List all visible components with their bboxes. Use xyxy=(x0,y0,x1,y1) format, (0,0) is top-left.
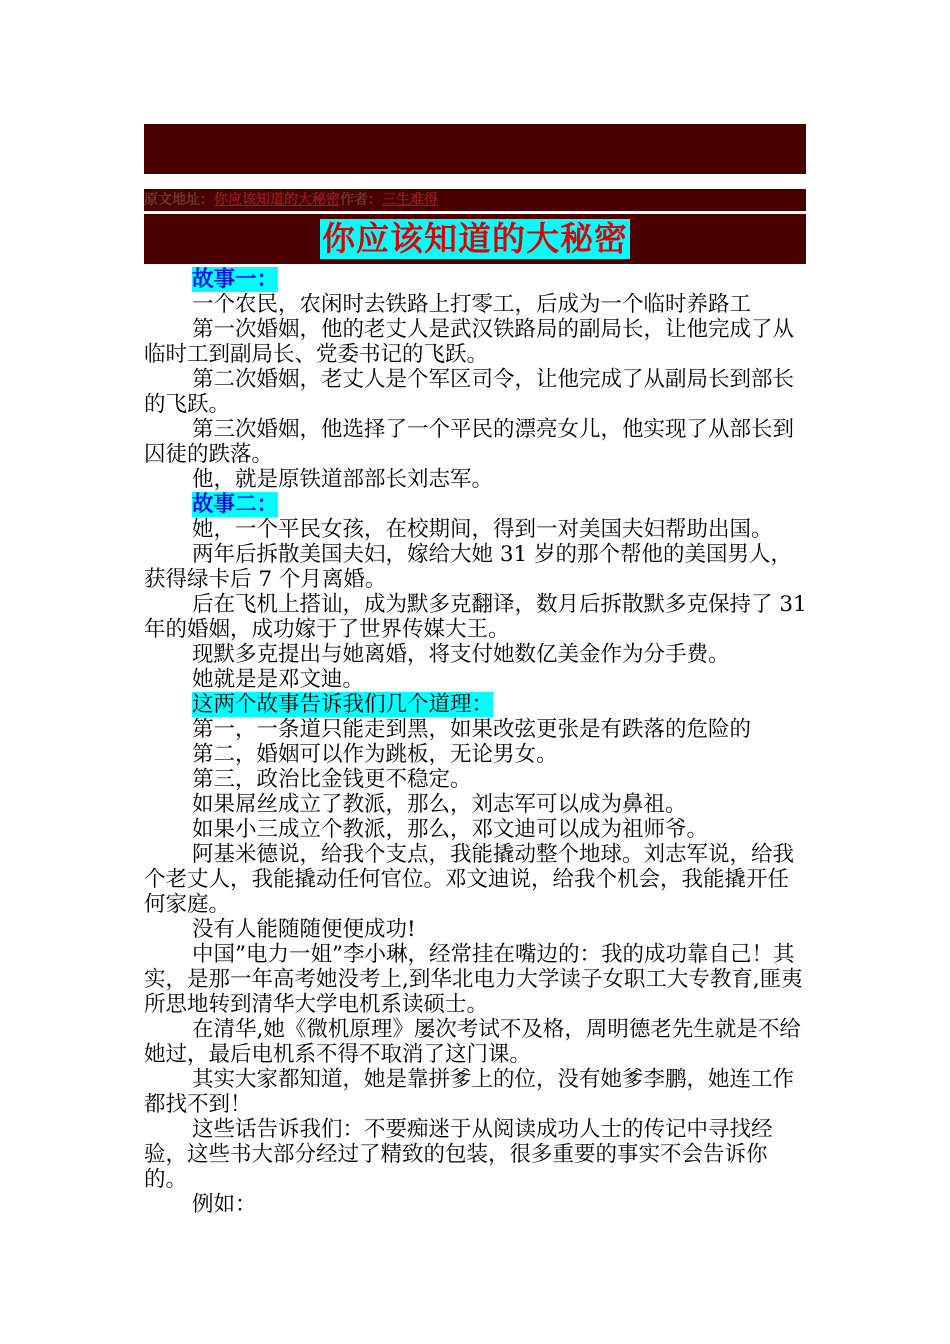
paragraph: 两年后拆散美国夫妇，嫁给大她 31 岁的那个帮他的美国男人，获得绿卡后 7 个月离婚。 xyxy=(144,542,793,592)
paragraph: 中国”电力一姐”李小琳，经常挂在嘴边的：我的成功靠自己！其实，是那一年高考她没考上,到华北电力大学读子女职工大专教育,匪夷所思地转到清华大学电机系读硕士。 xyxy=(144,942,803,1017)
paragraph: 第三次婚姻，他选择了一个平民的漂亮女儿，他实现了从部长到囚徒的跌落。 xyxy=(144,417,795,467)
paragraph: 一个农民，农闲时去铁路上打零工，后成为一个临时养路工 xyxy=(192,292,752,317)
paragraph: 她就是是邓文迪。 xyxy=(192,667,365,692)
paragraph: 她，一个平民女孩，在校期间，得到一对美国夫妇帮助出国。 xyxy=(192,517,773,542)
story2-heading-paragraph xyxy=(144,492,809,517)
story1-heading-paragraph xyxy=(144,267,809,292)
author-label: 作者： xyxy=(340,192,382,208)
paragraph: 例如： xyxy=(192,1192,257,1217)
paragraph: 如果屌丝成立了教派，那么，刘志军可以成为鼻祖。 xyxy=(192,792,687,817)
source-label: 原文地址： xyxy=(144,192,214,208)
paragraph: 第一次婚姻，他的老丈人是武汉铁路局的副局长，让他完成了从临时工到副局长、党委书记的飞跃。 xyxy=(144,317,795,367)
lesson-heading-paragraph xyxy=(144,692,809,717)
title-bar xyxy=(144,214,806,264)
paragraph: 其实大家都知道，她是靠拼爹上的位，没有她爹李鹏，她连工作都找不到！ xyxy=(144,1067,795,1117)
paragraph: 现默多克提出与她离婚，将支付她数亿美金作为分手费。 xyxy=(192,642,730,667)
source-bar xyxy=(144,189,806,211)
page-title: 你应该知道的大秘密 xyxy=(322,219,628,258)
paragraph: 第一，一条道只能走到黑，如果改弦更张是有跌落的危险的 xyxy=(192,717,752,742)
article-body xyxy=(144,267,809,1217)
paragraph: 这些话告诉我们：不要痴迷于从阅读成功人士的传记中寻找经验，这些书大部分经过了精致的包装，很多重要的事实不会告诉你的。 xyxy=(144,1117,773,1192)
paragraph: 后在飞机上搭讪，成为默多克翻译，数月后拆散默多克保持了 31 年的婚姻，成功嫁于了世界传媒大王。 xyxy=(144,592,807,642)
paragraph: 第三，政治比金钱更不稳定。 xyxy=(192,767,472,792)
lesson-heading: 这两个故事告诉我们几个道理： xyxy=(192,692,494,717)
story2-heading: 故事二： xyxy=(192,492,279,517)
paragraph: 第二，婚姻可以作为跳板，无论男女。 xyxy=(192,742,558,767)
paragraph: 第二次婚姻，老丈人是个军区司令，让他完成了从副局长到部长的飞跃。 xyxy=(144,367,795,417)
paragraph: 在清华,她《微机原理》屡次考试不及格，周明德老先生就是不给她过，最后电机系不得不取消了这门课。 xyxy=(144,1017,801,1067)
paragraph: 他，就是原铁道部部长刘志军。 xyxy=(192,467,494,492)
paragraph: 没有人能随随便便成功! xyxy=(192,917,416,942)
author-link[interactable]: 三生难得 xyxy=(382,192,438,208)
paragraph: 如果小三成立个教派，那么，邓文迪可以成为祖师爷。 xyxy=(192,817,709,842)
top-banner xyxy=(144,124,806,174)
story1-heading: 故事一： xyxy=(192,267,279,292)
paragraph: 阿基米德说，给我个支点，我能撬动整个地球。刘志军说，给我个老丈人，我能撬动任何官位。邓文迪说，给我个机会，我能撬开任何家庭。 xyxy=(144,842,795,917)
source-link[interactable]: 你应该知道的大秘密 xyxy=(214,192,340,208)
